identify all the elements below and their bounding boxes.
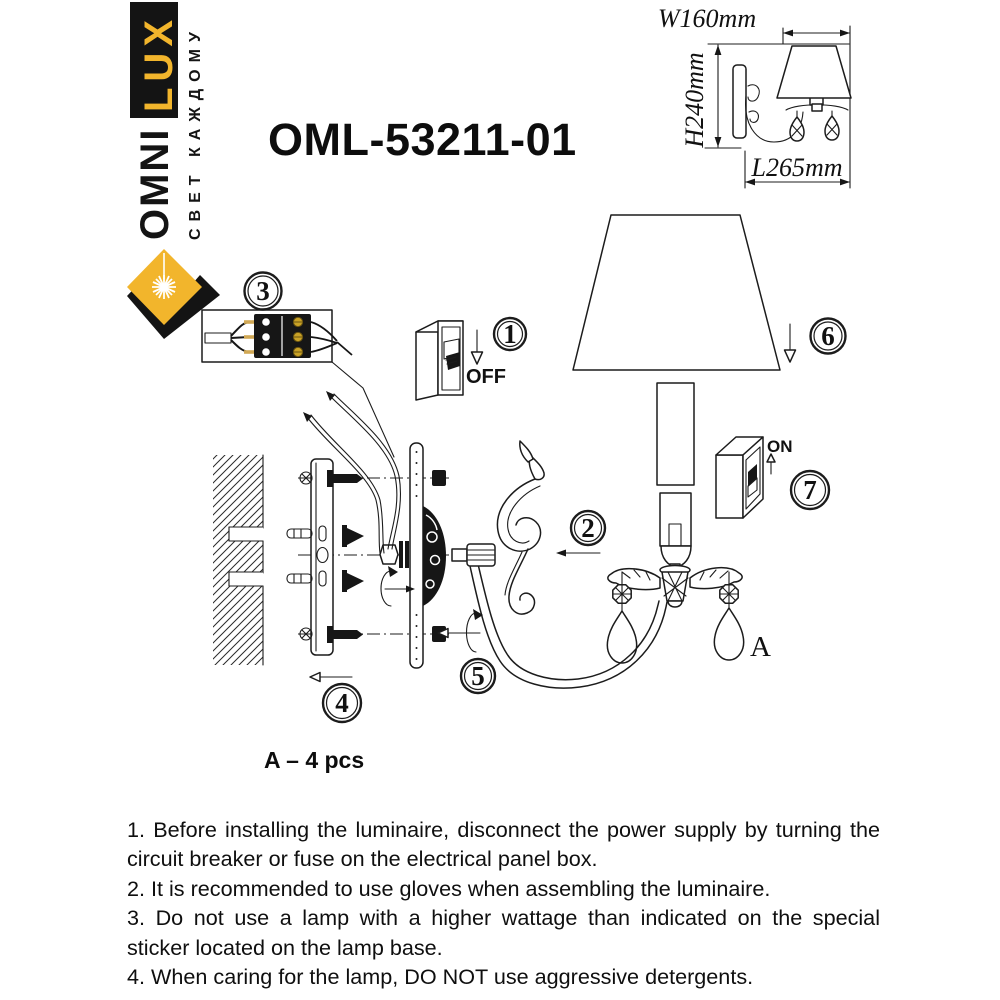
lampshade (573, 215, 780, 370)
parts-count-note: A – 4 pcs (264, 747, 365, 773)
step4-arrow-icon (310, 673, 352, 682)
on-switch (716, 437, 763, 518)
off-switch (416, 321, 463, 400)
logo-lux-text: LUX (137, 14, 181, 112)
crystal-drop-right (714, 608, 743, 660)
svg-text:3: 3 (256, 276, 270, 306)
off-arrow-icon (472, 330, 483, 364)
size-figure-lamp-sketch (733, 46, 851, 142)
height-dimension-label: H240mm (680, 52, 709, 148)
wall-section (213, 455, 263, 665)
svg-text:1: 1 (503, 319, 517, 349)
model-number: OML-53211-01 (268, 114, 577, 165)
step2-arrow-icon (556, 550, 600, 557)
rotate-arrow-connector (438, 609, 483, 652)
instruction-3: 3. Do not use a lamp with a higher wattage than indicated on the special sticker located on the lamp base. (127, 905, 880, 960)
step-5-badge (461, 659, 495, 693)
crystal-part-label: A (750, 631, 771, 663)
shade-arrow-icon (785, 324, 796, 362)
svg-text:7: 7 (803, 475, 817, 505)
logo-omni-text: OMNI (133, 127, 177, 240)
candle-socket (657, 383, 694, 570)
cap-nut-top (432, 470, 446, 486)
svg-text:2: 2 (581, 513, 595, 543)
terminal-block-callout (202, 310, 394, 457)
width-dimension-label: W160mm (657, 4, 757, 33)
crystal-drop-left (607, 611, 636, 663)
svg-text:4: 4 (335, 688, 349, 718)
size-figure (658, 4, 851, 188)
mounting-screws (342, 525, 364, 592)
step-1-badge (494, 318, 526, 350)
cable-nut (380, 541, 409, 568)
on-label: ON (767, 437, 793, 456)
step-4-badge (323, 684, 361, 722)
step-7-badge (791, 471, 829, 509)
svg-text:6: 6 (821, 321, 835, 351)
svg-text:5: 5 (471, 661, 485, 691)
instructions-list (127, 815, 880, 991)
instruction-2: 2. It is recommended to use gloves when assembling the luminaire. (127, 875, 771, 901)
length-dimension-label: L265mm (751, 153, 843, 182)
logo-tagline: СВЕТ КАЖДОМУ (187, 25, 204, 240)
step-3-badge (245, 273, 282, 310)
arm-connector (452, 544, 495, 566)
on-arrow-icon (767, 454, 775, 474)
scroll-ornament (497, 441, 544, 614)
off-label: OFF (466, 366, 506, 388)
wall-plug (287, 529, 312, 583)
step-2-badge (571, 511, 605, 545)
instruction-4: 4. When caring for the lamp, DO NOT use aggressive detergents. (127, 964, 754, 990)
instruction-1: 1. Before installing the luminaire, disconnect the power supply by turning the circuit breaker or fuse on the electrical panel box. (127, 817, 880, 872)
step-6-badge (811, 319, 846, 354)
